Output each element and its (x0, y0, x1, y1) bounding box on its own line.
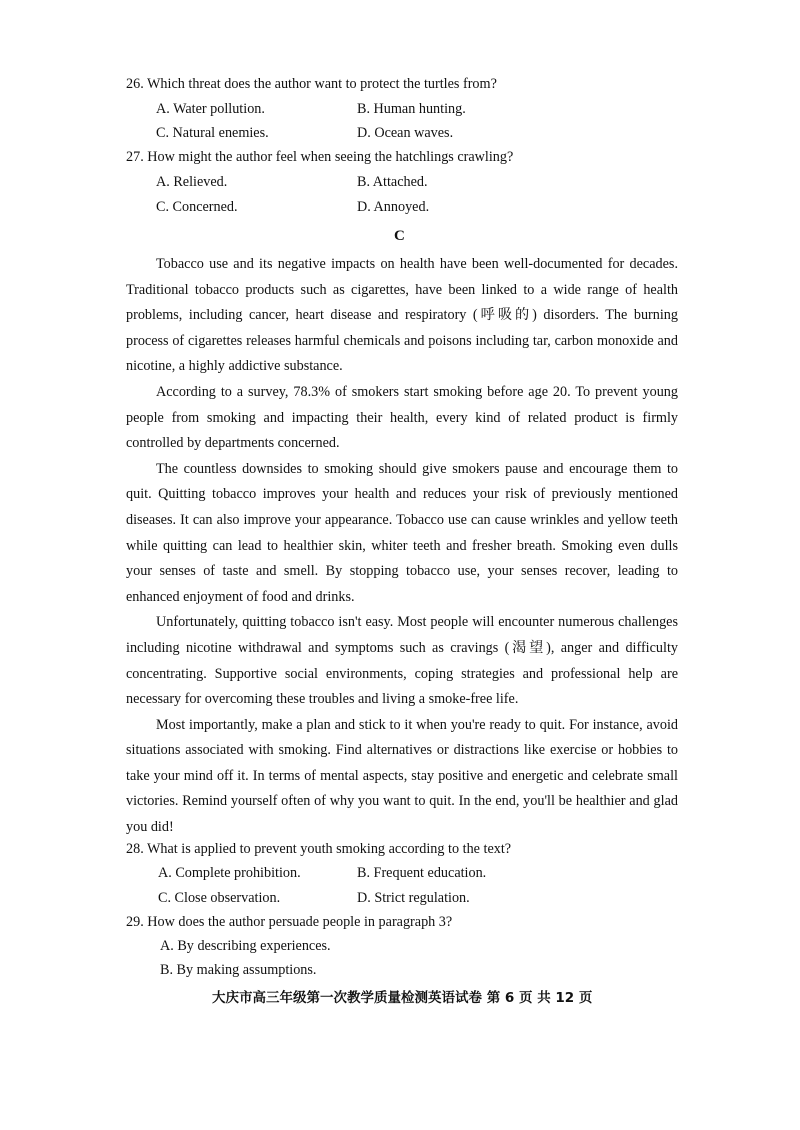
question-28-option-c: C. Close observation. (158, 890, 281, 906)
question-26-option-d: D. Ocean waves. (357, 125, 454, 141)
passage-paragraph-2: According to a survey, 78.3% of smokers start smoking before age 20. To prevent young people from smoking and impacting their health, every kind of related product is firmly controlled by departments concerned. (126, 383, 678, 452)
question-29-option-b: B. By making assumptions. (160, 962, 317, 978)
reading-passage (126, 252, 678, 841)
question-29-stem: 29. How does the author persuade people in paragraph 3? (126, 914, 453, 930)
question-29-option-a: A. By describing experiences. (160, 938, 331, 954)
question-28-stem: 28. What is applied to prevent youth smoking according to the text? (126, 841, 512, 857)
passage-paragraph-3: The countless downsides to smoking should give smokers pause and encourage them to quit. Quitting tobacco improves your health and reduces your risk of previously mentioned diseases. It can also improve your appearance. Tobacco use can cause wrinkles and yellow teeth while quitting can lead to healthier skin, whiter teeth and fresher breath. Smoking even dulls your senses of taste and smell. By stopping tobacco use, your senses recover, leading to enhanced enjoyment of food and drinks. (126, 460, 678, 605)
passage-paragraph-5: Most importantly, make a plan and stick to it when you're ready to quit. For instance, avoid situations associated with smoking. Find alternatives or distractions like exercise or hobbies to take your mind off it. In terms of mental aspects, stay positive and energetic and celebrate small victories. Remind yourself often of why you want to quit. In the end, you'll be healthier and glad you did! (126, 716, 678, 836)
page-footer: 大庆市高三年级第一次教学质量检测英语试卷 第 6 页 共 12 页 (212, 990, 593, 1006)
question-28-option-a: A. Complete prohibition. (158, 865, 301, 881)
question-26-stem: 26. Which threat does the author want to protect the turtles from? (126, 76, 497, 92)
question-27-stem: 27. How might the author feel when seeing the hatchlings crawling? (126, 149, 514, 165)
question-28-option-d: D. Strict regulation. (357, 890, 470, 906)
question-27-option-a: A. Relieved. (156, 174, 228, 190)
passage-paragraph-4: Unfortunately, quitting tobacco isn't easy. Most people will encounter numerous challenges including nicotine withdrawal and symptoms such as cravings (渴望), anger and difficulty concentrating. Supportive social environments, coping strategies and professional help are necessary for overcoming these troubles and living a smoke-free life. (126, 614, 678, 708)
question-27-option-c: C. Concerned. (156, 199, 238, 215)
question-27-option-d: D. Annoyed. (357, 199, 430, 215)
section-heading: C (394, 228, 405, 244)
question-26-option-a: A. Water pollution. (156, 101, 265, 117)
question-26-option-b: B. Human hunting. (357, 101, 466, 117)
question-28-option-b: B. Frequent education. (357, 865, 487, 881)
question-27-option-b: B. Attached. (357, 174, 428, 190)
passage-paragraph-1: Tobacco use and its negative impacts on health have been well-documented for decades. Traditional tobacco products such as cigarettes, have been linked to a wide range of health problems, including cancer, heart disease and respiratory (呼吸的) disorders. The burning process of cigarettes releases harmful chemicals and poisons including tar, carbon monoxide and nicotine, a highly addictive substance. (126, 256, 678, 375)
question-26-option-c: C. Natural enemies. (156, 125, 269, 141)
